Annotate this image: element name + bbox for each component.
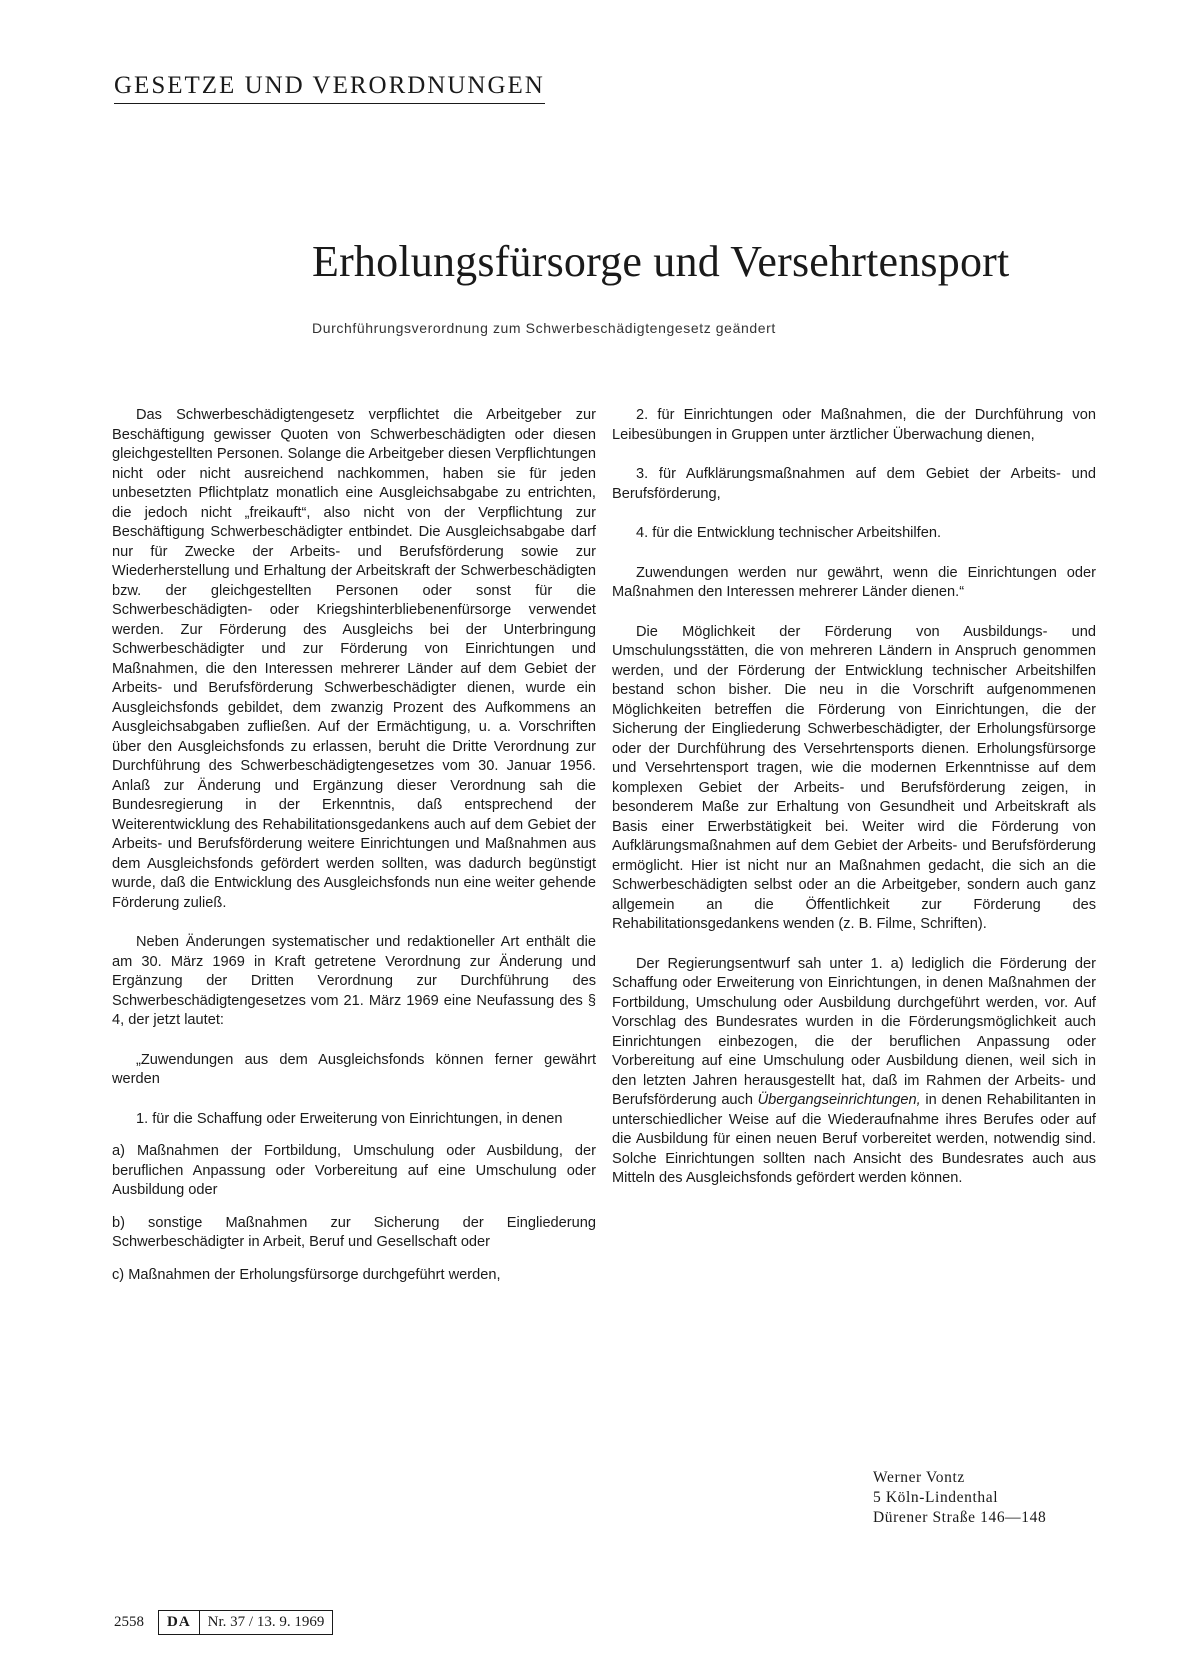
quote-end: Zuwendungen werden nur gewährt, wenn die Einrichtungen oder Maßnahmen den Interessen mehrerer Länder dienen.“ bbox=[612, 564, 1096, 600]
author-street: Dürener Straße 146—148 bbox=[873, 1509, 1047, 1526]
paragraph-draft-emphasis: Übergangseinrichtungen, bbox=[757, 1092, 921, 1108]
list-item-1c: c) Maßnahmen der Erholungsfürsorge durchgeführt werden, bbox=[112, 1266, 501, 1283]
paragraph-possibilities: Die Möglichkeit der Förderung von Ausbildungs- und Umschulungsstätten, die von mehreren Ländern in Anspruch genommen werden, und der Förderung der Entwicklung technischer Arbeitshilfen bestand schon bisher. Die neu in die Vorschrift aufgenommenen Möglichkeiten betreffen die Förderung von Einrichtungen, die der Sicherung der Eingliederung Schwerbeschädigter, der Erholungsfürsorge oder der Durchführung des Versehrtensports dienen. Erholungsfürsorge und Versehrtensport tragen, wie die modernen Erkenntnisse auf dem komplexen Gebiet der Arbeits- und Berufsförderung zeigen, in besonderem Maße zur Erhaltung von Gesundheit und Arbeitskraft als Basis einer Erwerbstätigkeit bei. Weiter wird die Förderung von Aufklärungsmaßnahmen auf dem Gebiet der Arbeits- und Berufsförderung ermöglicht. Hier ist nicht nur an Maßnahmen gedacht, die sich an die Schwerbeschädigten selbst oder an die Arbeitgeber, sondern auch ganz allgemein an die Öffentlichkeit zur Förderung des Rehabilitationsgedankens wenden (z. B. Filme, Schriften). bbox=[612, 623, 1096, 932]
paragraph-intro: Das Schwerbeschädigtengesetz verpflichtet die Arbeitgeber zur Beschäftigung gewisser Quoten von Schwerbeschädigten oder diesen gleichgestellten Personen. Solange die Arbeitgeber diesen Verpflichtungen nicht oder nicht ausreichend nachkommen, haben sie für jeden unbesetzten Pflichtplatz monatlich eine Ausgleichsabgabe zu entrichten, die jedoch nicht „freikauft“, also nicht von der Verpflichtung zur Beschäftigung Schwerbeschädigter entbindet. Die Ausgleichsabgabe darf nur für Zwecke der Arbeits- und Berufsförderung sowie zur Wiederherstellung und Erhaltung der Arbeitskraft der Schwerbeschädigten bzw. der gleichgestellten Personen oder sonst für die Schwerbeschädigten- oder Kriegshinterbliebenenfürsorge verwendet werden. Zur Förderung des Ausgleichs bei der Unterbringung Schwerbeschädigter und zur Förderung von Einrichtungen und Maßnahmen, die den Interessen mehrerer Länder auf dem Gebiet der Arbeits- und Berufsförderung Schwerbeschädigter dienen, wurde ein Ausgleichsfonds gebildet, dem zwanzig Prozent des Aufkommens an Ausgleichsabgaben zufließen. Auf der Ermächtigung, u. a. Vorschriften über den Ausgleichsfonds zu erlassen, beruht die Dritte Verordnung zur Durchführung des Schwerbeschädigtengesetzes vom 30. Januar 1956. Anlaß zur Änderung und Ergänzung dieser Verordnung sah die Bundesregierung in der Erkenntnis, daß entsprechend der Weiterentwicklung des Rehabilitationsgedankens auch auf dem Gebiet der Arbeits- und Berufsförderung weitere Einrichtungen und Maßnahmen aus dem Ausgleichsfonds gefördert werden sollten, was dadurch begünstigt wurde, daß die Entwicklung des Ausgleichsfonds nun eine weiter gehende Förderung zuließ. bbox=[112, 407, 596, 911]
author-city: 5 Köln-Lindenthal bbox=[873, 1489, 999, 1506]
list-item-1a: a) Maßnahmen der Fortbildung, Umschulung oder Ausbildung, der beruflichen Anpassung oder Vorbereitung auf eine Umschulung oder Ausbildung oder bbox=[112, 1143, 596, 1198]
section-heading: GESETZE UND VERORDNUNGEN bbox=[114, 72, 545, 104]
list-item-1: 1. für die Schaffung oder Erweiterung von Einrichtungen, in denen bbox=[136, 1110, 563, 1127]
article-subtitle: Durchführungsverordnung zum Schwerbeschädigtengesetz geändert bbox=[312, 320, 776, 336]
paragraph-draft-part1: Der Regierungsentwurf sah unter 1. a) lediglich die Förderung der Schaffung oder Erweiterung von Einrichtungen, in denen Maßnahmen der Fortbildung, Umschulung oder Ausbildung durchgeführt werden, vor. Auf Vorschlag des Bundesrates wurden in die Förderungsmöglichkeit auch Einrichtungen einbezogen, die der beruflichen Anpassung oder Vorbereitung auf eine Umschulung oder Ausbildung dienen, weil sich in den letzten Jahren herausgestellt hat, daß im Rahmen der Arbeits- und Berufsförderung auch bbox=[612, 955, 1096, 1108]
article-title: Erholungsfürsorge und Versehrtensport bbox=[312, 237, 1010, 286]
paragraph-amendment: Neben Änderungen systematischer und redaktioneller Art enthält die am 30. März 1969 in Kraft getretene Verordnung zur Änderung und Ergänzung der Dritten Verordnung zur Durchführung des Schwerbeschädigtengesetzes vom 21. März 1969 eine Neufassung des § 4, der jetzt lautet: bbox=[112, 934, 596, 1028]
list-item-3: 3. für Aufklärungsmaßnahmen auf dem Gebiet der Arbeits- und Berufsförderung, bbox=[612, 466, 1096, 502]
paragraph-government-draft bbox=[612, 955, 1096, 1189]
author-signature bbox=[873, 1468, 1046, 1528]
issue-label: Nr. 37 / 13. 9. 1969 bbox=[207, 1614, 325, 1630]
page-number: 2558 bbox=[114, 1614, 144, 1630]
issue-box bbox=[158, 1610, 333, 1635]
list-item-2: 2. für Einrichtungen oder Maßnahmen, die der Durchführung von Leibesübungen in Gruppen unter ärztlicher Überwachung dienen, bbox=[612, 407, 1096, 443]
quote-intro: „Zuwendungen aus dem Ausgleichsfonds können ferner gewährt werden bbox=[112, 1051, 596, 1087]
author-name: Werner Vontz bbox=[873, 1469, 965, 1486]
publication-logo: DA bbox=[159, 1611, 200, 1634]
left-column bbox=[112, 406, 596, 1285]
list-item-1b: b) sonstige Maßnahmen zur Sicherung der Eingliederung Schwerbeschädigter in Arbeit, Beruf und Gesellschaft oder bbox=[112, 1214, 596, 1250]
page-footer bbox=[114, 1610, 333, 1635]
list-item-4: 4. für die Entwicklung technischer Arbeitshilfen. bbox=[636, 525, 942, 541]
paragraph-draft-part2: in denen Rehabilitanten in unterschiedlicher Weise auf die Wiederaufnahme ihres Berufes oder auf die Ausbildung für einen neuen Beruf vorbereitet werden, notwendig sind. Solche Einrichtungen sollten nach Ansicht des Bundesrates auch aus Mitteln des Ausgleichsfonds gefördert werden können. bbox=[612, 1092, 1096, 1186]
right-column bbox=[612, 406, 1096, 1189]
